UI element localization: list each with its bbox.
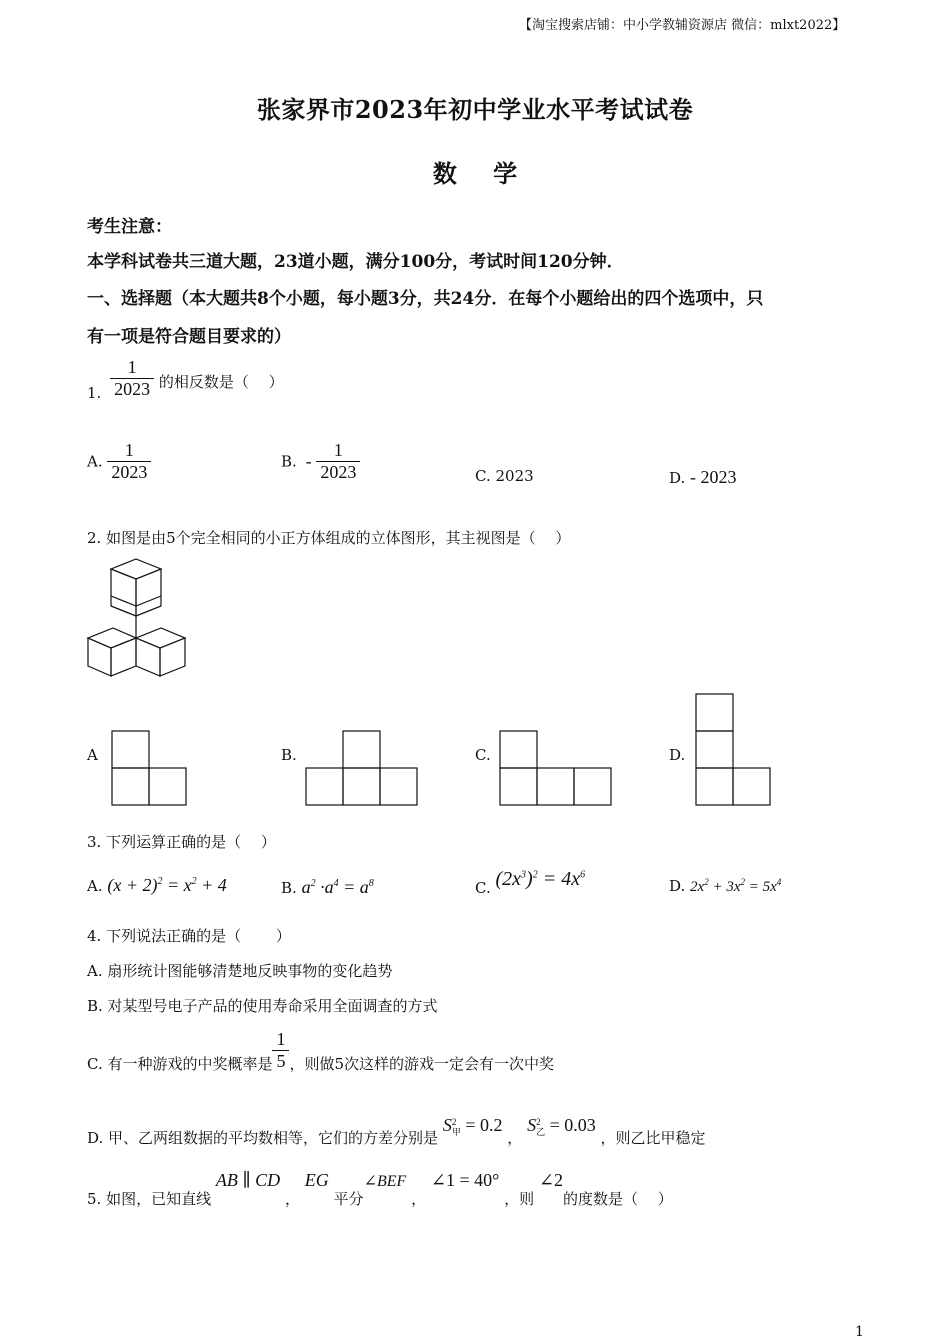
question-2: 2. 如图是由5个完全相同的小正方体组成的立体图形，其主视图是（ ） bbox=[87, 529, 571, 547]
q3-option-d[interactable] bbox=[669, 877, 781, 896]
q5-angle-2: ∠2 bbox=[538, 1170, 563, 1190]
q4-d-s2-sub: 乙 bbox=[536, 1126, 546, 1137]
q1-fraction-num: 1 bbox=[127, 356, 137, 377]
q3-c-t2: ) bbox=[526, 868, 533, 890]
q5-post: 的度数是（ ） bbox=[562, 1190, 673, 1208]
q3-option-c[interactable] bbox=[475, 868, 585, 897]
q3-a-lhs: (x + 2) bbox=[107, 875, 158, 895]
q3-option-d-label: D. bbox=[669, 877, 686, 895]
q5-bisect-word: 平分 bbox=[333, 1190, 364, 1208]
q1-fraction bbox=[110, 357, 154, 400]
q2-option-b-figure[interactable] bbox=[305, 730, 420, 808]
q4-option-c-pre: C. 有一种游戏的中奖概率是 bbox=[87, 1055, 273, 1073]
q3-b-e1: 2 bbox=[310, 878, 316, 889]
q3-c-t1: (2x bbox=[495, 868, 522, 890]
cube-right-face bbox=[136, 569, 161, 616]
q3-c-t3: = 4x bbox=[537, 868, 581, 890]
q3-option-b-label: B. bbox=[281, 879, 297, 897]
q3-b-t1: a bbox=[301, 877, 311, 897]
q1-option-b[interactable] bbox=[281, 440, 360, 483]
q5-angle-bef: ∠BEF bbox=[363, 1173, 407, 1190]
q3-c-e2: 2 bbox=[532, 869, 538, 881]
q1-option-a-label: A. bbox=[87, 452, 103, 471]
q1-option-a-fraction bbox=[107, 440, 151, 483]
q1-option-a[interactable] bbox=[87, 440, 151, 483]
q3-a-rhs-exp: 2 bbox=[191, 876, 197, 887]
q1-option-b-sign: - bbox=[305, 451, 312, 471]
q4-c-num: 1 bbox=[276, 1029, 286, 1049]
q4-d-s1: S bbox=[442, 1115, 452, 1135]
q1-option-d-value: - 2023 bbox=[690, 467, 737, 487]
q4-d-s1-sub: 甲 bbox=[451, 1126, 461, 1137]
q4-d-s1-sup: 2 bbox=[451, 1116, 457, 1127]
cube-stack-figure bbox=[86, 558, 190, 680]
q4-option-d-pre: D. 甲、乙两组数据的平均数相等，它们的方差分别是 bbox=[87, 1129, 439, 1147]
q2-option-c-figure[interactable] bbox=[499, 730, 614, 808]
q3-b-t3: = a bbox=[338, 877, 369, 897]
q2-option-b-label[interactable]: B. bbox=[281, 746, 297, 764]
q1-option-b-label: B. bbox=[281, 452, 297, 471]
q1-fraction-den: 2023 bbox=[110, 378, 154, 400]
q3-d-t2: + 3x bbox=[708, 879, 741, 895]
page-number: 1 bbox=[855, 1324, 864, 1340]
q3-option-c-expr bbox=[496, 868, 586, 890]
section-heading-line1: 一、选择题（本大题共8个小题，每小题3分，共24分．在每个小题给出的四个选项中，只 bbox=[87, 289, 764, 309]
q3-option-b-expr bbox=[302, 877, 374, 897]
q1-option-d-label: D. bbox=[669, 469, 686, 487]
q3-a-rhs2: + 4 bbox=[196, 875, 227, 895]
q3-d-e1: 2 bbox=[704, 877, 709, 887]
q1-option-b-num: 1 bbox=[333, 440, 343, 460]
q1-option-a-num: 1 bbox=[124, 440, 134, 460]
q3-a-lhs-exp: 2 bbox=[157, 876, 163, 887]
notice-line: 本学科试卷共三道大题，23道小题，满分100分，考试时间120分钟． bbox=[87, 252, 624, 272]
q1-option-c-label: C. bbox=[475, 467, 491, 485]
q1-option-c[interactable] bbox=[475, 467, 534, 485]
q4-option-c-fraction bbox=[272, 1029, 289, 1072]
q1-option-b-den: 2023 bbox=[316, 461, 360, 483]
question-1 bbox=[87, 354, 284, 402]
q3-option-b[interactable] bbox=[281, 877, 374, 898]
q4-option-d-sep: ， bbox=[507, 1129, 523, 1147]
q4-d-v2: = 0.03 bbox=[545, 1115, 596, 1135]
cube-left-face bbox=[111, 569, 136, 616]
q5-comma-1: ， bbox=[284, 1190, 300, 1208]
q3-option-a-expr bbox=[107, 875, 226, 895]
question-5 bbox=[87, 1170, 673, 1209]
q4-option-b[interactable]: B. 对某型号电子产品的使用寿命采用全面调查的方式 bbox=[87, 997, 438, 1015]
q4-option-d-s1 bbox=[443, 1115, 503, 1135]
q1-option-a-den: 2023 bbox=[107, 461, 151, 483]
q4-option-c-post: ，则做5次这样的游戏一定会有一次中奖 bbox=[289, 1055, 555, 1073]
q2-option-c-label[interactable]: C. bbox=[475, 746, 491, 764]
q1-option-b-fraction bbox=[316, 440, 360, 483]
q5-angle-1: ∠1 = 40° bbox=[430, 1170, 500, 1190]
subject-title: 数 学 bbox=[432, 159, 532, 188]
q1-option-c-value: 2023 bbox=[495, 467, 534, 485]
q1-option-d[interactable] bbox=[669, 467, 737, 488]
q1-text: 的相反数是（ ） bbox=[158, 372, 284, 391]
q3-option-a-label: A. bbox=[87, 877, 103, 895]
q5-bisector: EG bbox=[304, 1170, 329, 1190]
q3-b-e3: 8 bbox=[368, 878, 374, 889]
q3-d-t1: 2x bbox=[690, 879, 705, 895]
q2-option-a-label[interactable]: A bbox=[87, 746, 98, 764]
q2-option-a-figure[interactable] bbox=[111, 730, 189, 808]
q4-option-a[interactable]: A. 扇形统计图能够清楚地反映事物的变化趋势 bbox=[87, 962, 393, 980]
notice-heading: 考生注意： bbox=[87, 217, 172, 237]
q4-option-d-post: ，则乙比甲稳定 bbox=[600, 1129, 706, 1147]
q3-option-a[interactable] bbox=[87, 875, 227, 896]
q5-parallel-lines: AB ∥ CD bbox=[215, 1170, 281, 1190]
q3-b-e2: 4 bbox=[333, 878, 339, 889]
q4-d-s2: S bbox=[527, 1115, 537, 1135]
q4-option-d[interactable] bbox=[87, 1115, 706, 1148]
q1-number: 1. bbox=[87, 384, 102, 402]
q2-option-d-label[interactable]: D. bbox=[669, 746, 686, 764]
q5-pre: 5. 如图，已知直线 bbox=[87, 1190, 212, 1208]
question-4: 4. 下列说法正确的是（ ） bbox=[87, 927, 291, 945]
q4-option-c[interactable] bbox=[87, 1027, 554, 1074]
q3-a-rhs: = x bbox=[167, 875, 192, 895]
q4-d-v1: = 0.2 bbox=[460, 1115, 503, 1135]
q4-option-d-s2 bbox=[527, 1115, 596, 1135]
q5-then: ，则 bbox=[504, 1190, 535, 1208]
cube-top-face bbox=[111, 559, 161, 579]
q5-comma-2: ， bbox=[411, 1190, 427, 1208]
q3-d-t3: = 5x bbox=[745, 879, 777, 895]
q2-option-d-figure[interactable] bbox=[695, 693, 773, 808]
section-heading-line2: 有一项是符合题目要求的） bbox=[87, 327, 291, 347]
q3-option-d-expr bbox=[690, 879, 781, 895]
page-header: 【淘宝搜索店铺：中小学教辅资源店 微信：mlxt2022】 bbox=[519, 18, 846, 33]
question-3: 3. 下列运算正确的是（ ） bbox=[87, 833, 276, 851]
q3-d-e3: 4 bbox=[776, 877, 782, 887]
q3-d-e2: 2 bbox=[740, 877, 745, 887]
exam-title: 张家界市2023年初中学业水平考试试卷 bbox=[256, 95, 694, 124]
q3-c-e3: 6 bbox=[580, 869, 586, 881]
q3-b-t2: ·a bbox=[315, 877, 334, 897]
q4-c-den: 5 bbox=[272, 1050, 289, 1072]
q3-c-e1: 3 bbox=[521, 869, 527, 881]
q4-d-s2-sup: 2 bbox=[536, 1116, 541, 1127]
q3-option-c-label: C. bbox=[475, 879, 491, 897]
